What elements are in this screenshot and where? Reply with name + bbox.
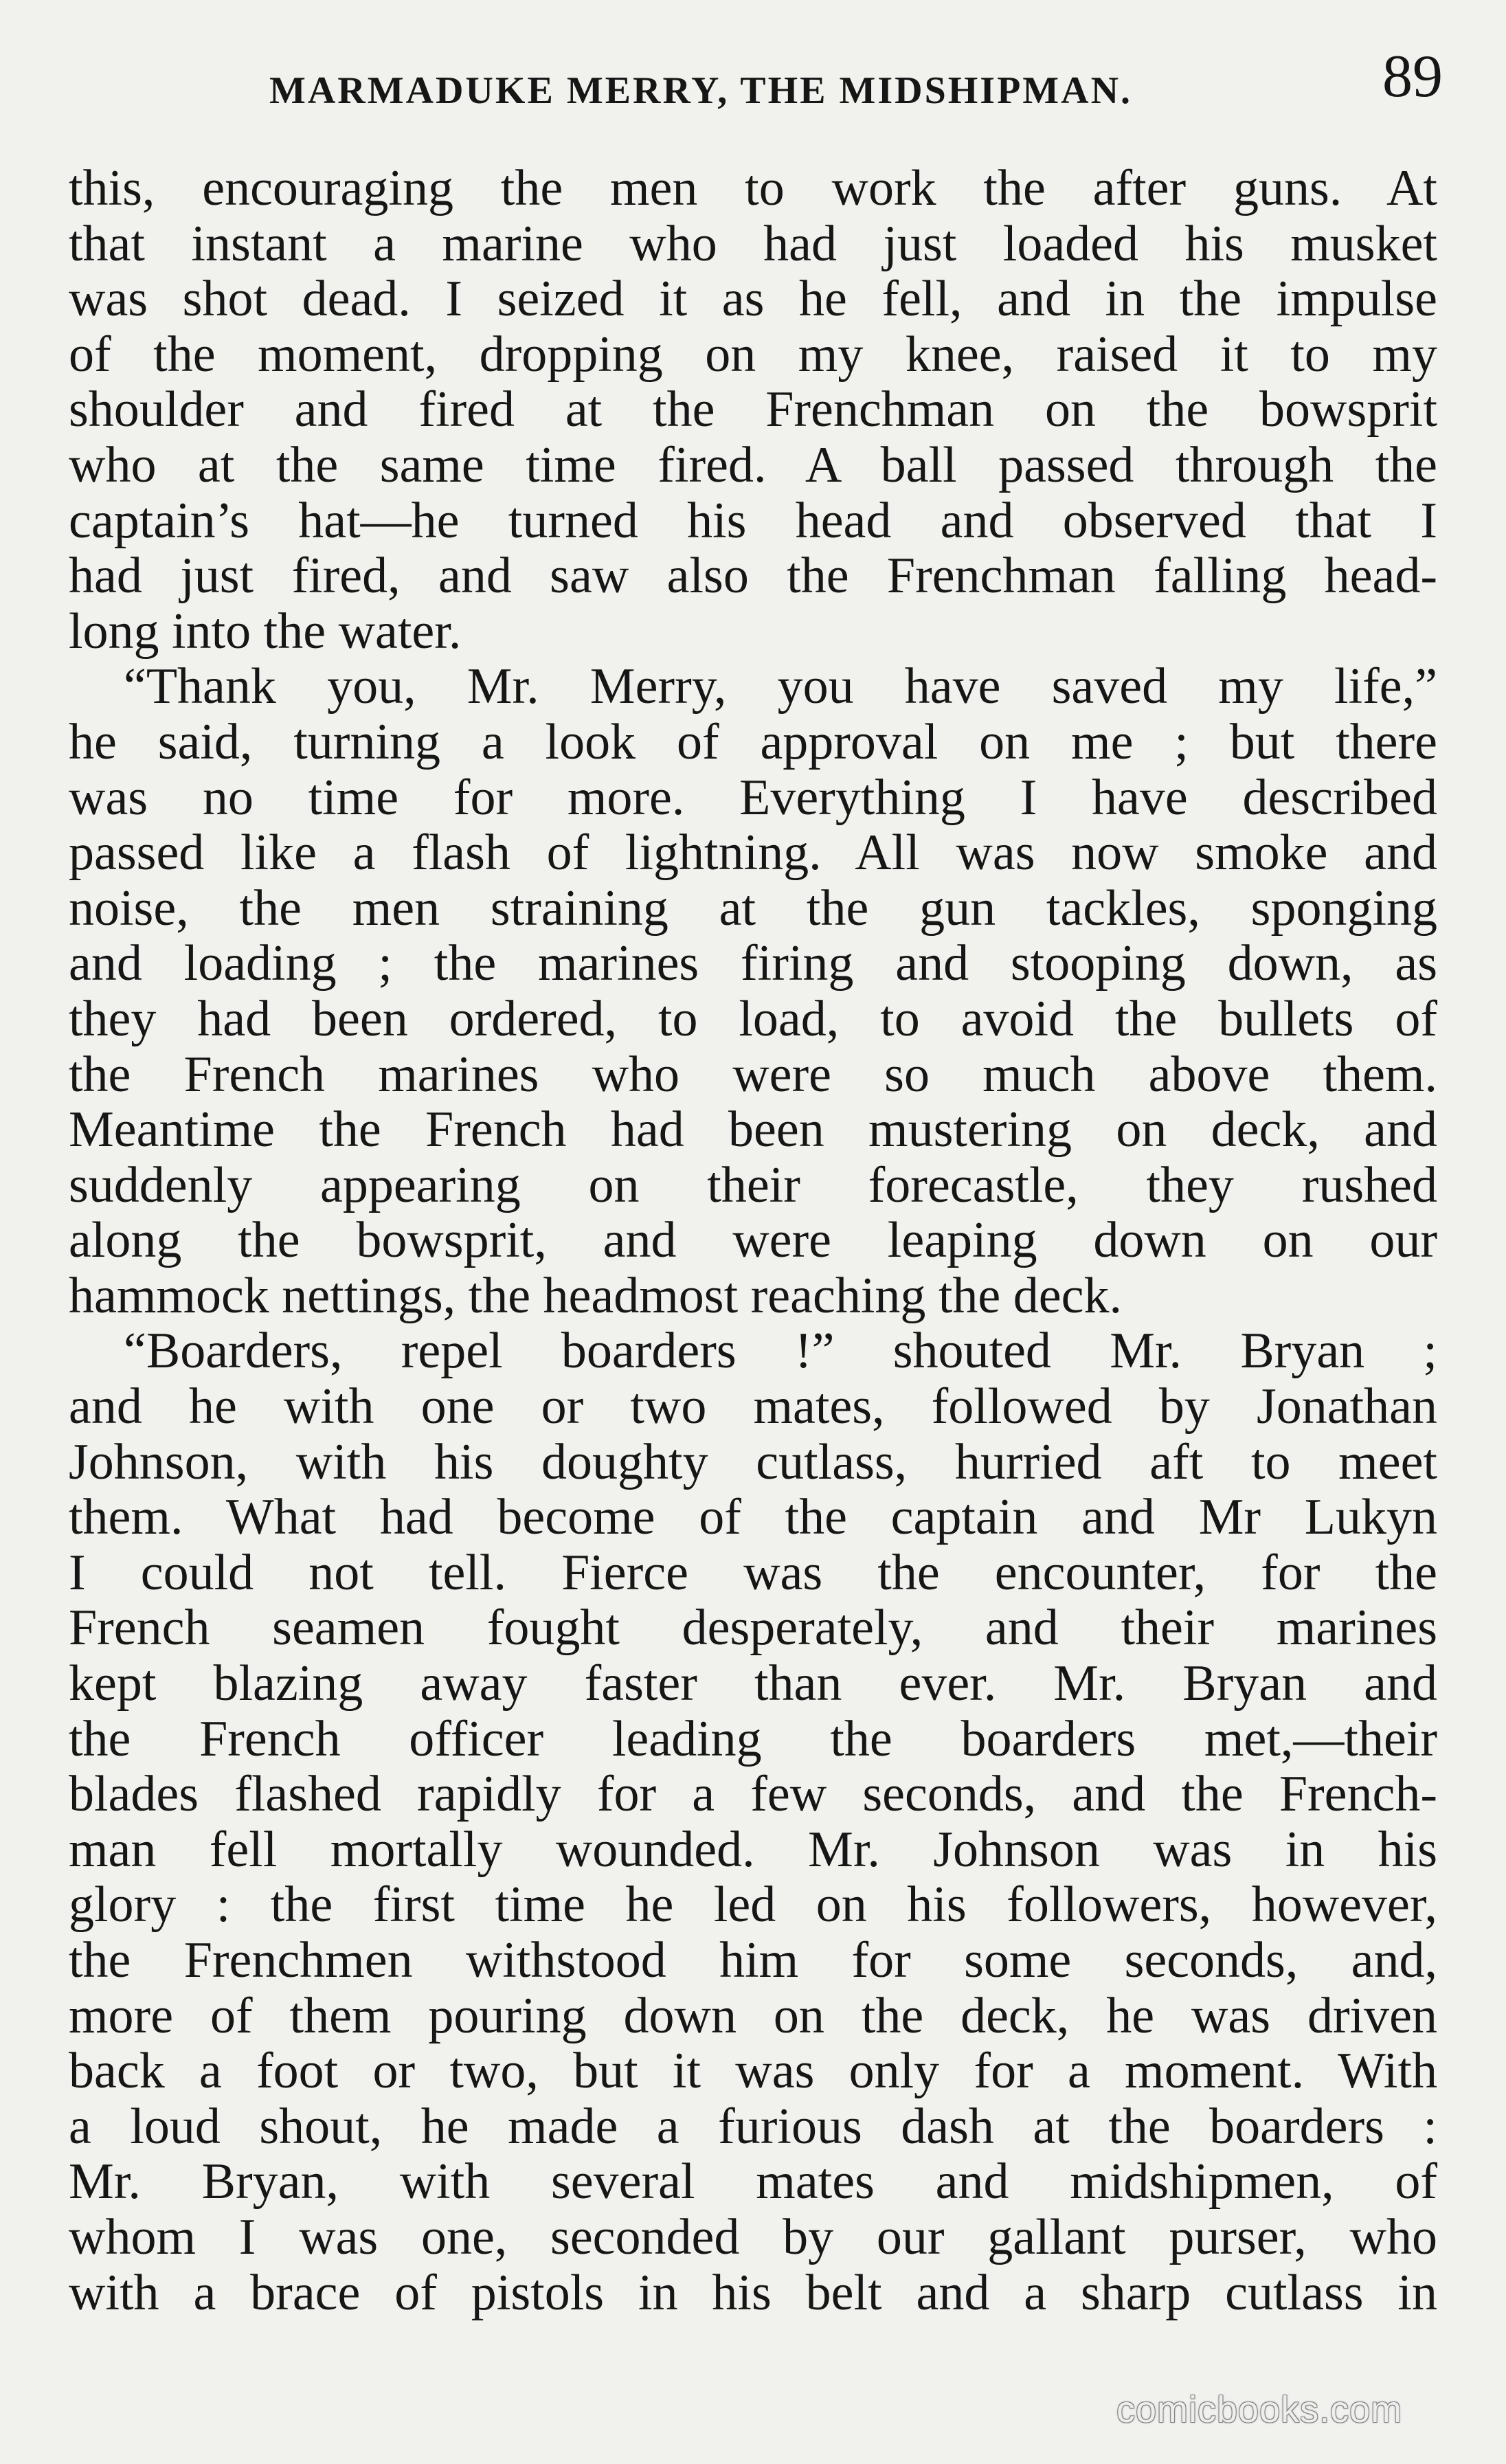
text-line: was shot dead. I seized it as he fell, and in the impulse: [69, 271, 1437, 328]
text-line: noise, the men straining at the gun tackles, sponging: [69, 880, 1437, 937]
text-line: this, encouraging the men to work the after guns. At: [69, 160, 1437, 216]
text-line: the Frenchmen withstood him for some seconds, and,: [69, 1932, 1437, 1989]
text-line: kept blazing away faster than ever. Mr. Bryan and: [69, 1655, 1437, 1712]
watermark: comicbooks.com: [1116, 2389, 1403, 2430]
text-line: Meantime the French had been mustering on deck, and: [69, 1101, 1437, 1158]
text-line: captain’s hat—he turned his head and observed that I: [69, 492, 1437, 549]
text-line: who at the same time fired. A ball passed through the: [69, 436, 1437, 493]
text-line: and he with one or two mates, followed by Jonathan: [69, 1378, 1437, 1435]
text-line: I could not tell. Fierce was the encounter, for the: [69, 1544, 1437, 1601]
text-line: glory : the first time he led on his followers, however,: [69, 1877, 1437, 1934]
text-line: had just fired, and saw also the Frenchman falling head-: [69, 548, 1437, 605]
text-line: a loud shout, he made a furious dash at the boarders :: [69, 2098, 1437, 2155]
text-line: whom I was one, seconded by our gallant purser, who: [69, 2208, 1437, 2265]
text-line: back a foot or two, but it was only for a moment. With: [69, 2043, 1437, 2100]
text-line: shoulder and fired at the Frenchman on the bowsprit: [69, 381, 1437, 438]
text-line: “Thank you, Mr. Merry, you have saved my life,”: [124, 658, 1437, 715]
running-head: MARMADUKE MERRY, THE MIDSHIPMAN.: [269, 69, 1133, 112]
text-line: long into the water.: [69, 603, 462, 660]
text-line: more of them pouring down on the deck, he was driven: [69, 1987, 1437, 2044]
text-line: he said, turning a look of approval on me ; but there: [69, 713, 1437, 770]
text-line: man fell mortally wounded. Mr. Johnson was in his: [69, 1821, 1437, 1878]
text-line: they had been ordered, to load, to avoid the bullets of: [69, 990, 1437, 1047]
text-line: was no time for more. Everything I have described: [69, 769, 1437, 826]
body-text: [69, 161, 1437, 2320]
text-line: passed like a flash of lightning. All was now smoke and: [69, 825, 1437, 882]
text-line: them. What had become of the captain and Mr Lukyn: [69, 1489, 1437, 1546]
text-line: and loading ; the marines firing and stooping down, as: [69, 935, 1437, 992]
text-line: that instant a marine who had just loaded his musket: [69, 215, 1437, 272]
text-line: with a brace of pistols in his belt and a sharp cutlass in: [69, 2264, 1437, 2321]
page-number: 89: [1382, 43, 1443, 110]
text-line: the French officer leading the boarders met,—their: [69, 1710, 1437, 1767]
text-line: Johnson, with his doughty cutlass, hurried aft to meet: [69, 1433, 1437, 1490]
text-line: hammock nettings, the headmost reaching the deck.: [69, 1267, 1122, 1324]
text-line: suddenly appearing on their forecastle, they rushed: [69, 1156, 1437, 1213]
page-header: [0, 40, 1506, 115]
text-line: “Boarders, repel boarders !” shouted Mr. Bryan ;: [124, 1323, 1437, 1380]
text-line: the French marines who were so much above them.: [69, 1046, 1437, 1103]
text-line: along the bowsprit, and were leaping down on our: [69, 1212, 1437, 1269]
text-line: of the moment, dropping on my knee, raised it to my: [69, 326, 1437, 383]
text-line: Mr. Bryan, with several mates and midshipmen, of: [69, 2153, 1437, 2210]
text-line: blades flashed rapidly for a few seconds, and the French-: [69, 1766, 1437, 1823]
text-line: French seamen fought desperately, and their marines: [69, 1600, 1437, 1657]
